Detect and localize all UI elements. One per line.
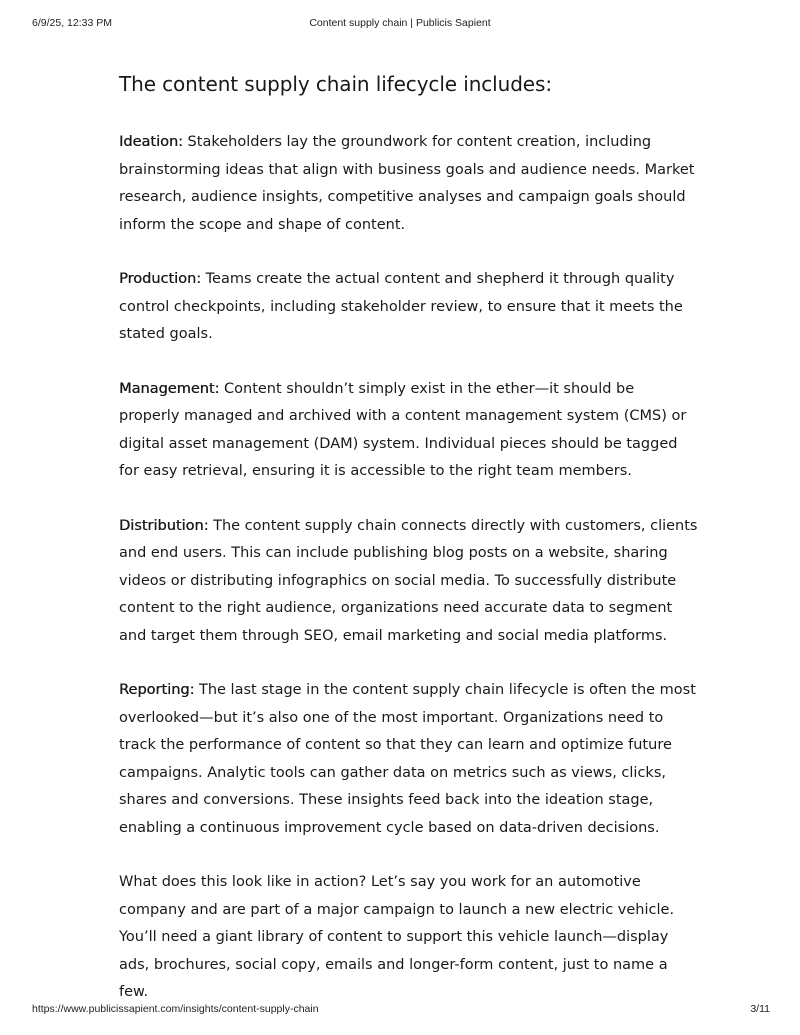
stage-term: Production: xyxy=(119,271,202,287)
print-page-number: 3/11 xyxy=(750,1003,770,1015)
stage-ideation xyxy=(119,129,699,239)
print-header xyxy=(0,17,800,37)
stage-term: Management: xyxy=(119,380,220,397)
stage-distribution xyxy=(119,513,699,651)
print-page-title: Content supply chain | Publicis Sapient xyxy=(309,17,491,29)
print-footer xyxy=(0,1003,800,1023)
stage-description: Stakeholders lay the groundwork for content creation, including brainstorming ideas that align with business goals and audience needs. Market research, audience insights, competitive analyses and campaign goals should inform the scope and shape of content. xyxy=(119,134,695,233)
stage-management xyxy=(119,376,699,486)
closing-paragraph: What does this look like in action? Let’s say you work for an automotive company and are part of a major campaign to launch a new electric vehicle. You’ll need a giant library of content to support this vehicle launch—display ads, brochures, social copy, emails and longer-form content, just to name a few. xyxy=(119,874,675,1000)
stage-description: Teams create the actual content and shepherd it through quality control checkpoints, including stakeholder review, to ensure that it meets the stated goals. xyxy=(119,271,683,342)
stage-description: The last stage in the content supply chain lifecycle is often the most overlooked—but it’s also one of the most important. Organizations need to track the performance of content so that they can learn and optimize future campaigns. Analytic tools can gather data on metrics such as views, clicks, shares and conversions. These insights feed back into the ideation stage, enabling a continuous improvement cycle based on data-driven decisions. xyxy=(119,682,696,836)
stage-term: Reporting: xyxy=(119,682,195,698)
stage-description: The content supply chain connects directly with customers, clients and end users. This can include publishing blog posts on a website, sharing videos or distributing infographics on social media. To successfully distribute content to the right audience, organizations need accurate data to segment and target them through SEO, email marketing and social media platforms. xyxy=(119,517,698,644)
section-heading: The content supply chain lifecycle includes: xyxy=(119,72,552,96)
print-datetime: 6/9/25, 12:33 PM xyxy=(32,17,112,29)
print-url: https://www.publicissapient.com/insights/content-supply-chain xyxy=(32,1003,319,1015)
article-body xyxy=(119,68,699,1007)
stage-term: Ideation: xyxy=(119,134,183,150)
stage-production xyxy=(119,266,699,349)
stage-description: Content shouldn’t simply exist in the ether—it should be properly managed and archived with a content management system (CMS) or digital asset management (DAM) system. Individual pieces should be tagged for easy retrieval, ensuring it is accessible to the right team members. xyxy=(119,380,687,479)
stage-term: Distribution: xyxy=(119,517,209,534)
stage-reporting xyxy=(119,677,699,842)
